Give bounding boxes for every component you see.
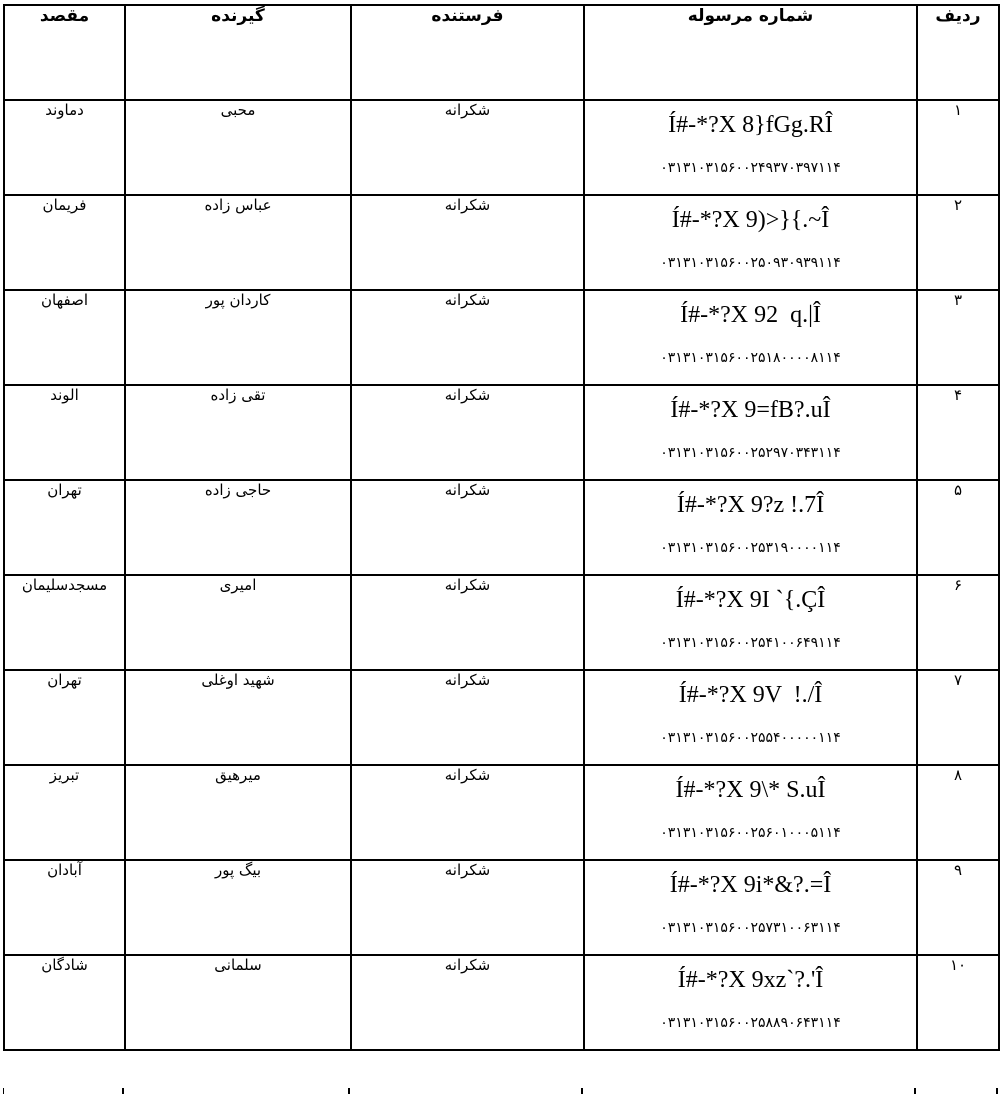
table-row xyxy=(4,765,999,860)
tracking-number: ۰۳۱۳۱۰۳۱۵۶۰۰۲۵۰۹۳۰۹۳۹۱۱۴ xyxy=(660,255,841,271)
recipient-cell: محبی xyxy=(125,100,351,195)
barcode-text: Í#-*?X 92 q.|Î xyxy=(680,302,821,328)
tracking-number: ۰۳۱۳۱۰۳۱۵۶۰۰۲۵۶۰۱۰۰۰۵۱۱۴ xyxy=(660,825,841,841)
next-row-border xyxy=(3,1088,998,1094)
header-destination: مقصد xyxy=(4,5,125,100)
barcode-text: Í#-*?X 9=fB?.uÎ xyxy=(670,397,831,423)
header-index: ردیف xyxy=(917,5,999,100)
sender-cell: شکرانه xyxy=(351,765,584,860)
row-index-cell: ۹ xyxy=(917,860,999,955)
destination-cell: تبریز xyxy=(4,765,125,860)
recipient-cell: میرهیق xyxy=(125,765,351,860)
sender-cell: شکرانه xyxy=(351,385,584,480)
recipient-cell: کاردان پور xyxy=(125,290,351,385)
table-row xyxy=(4,195,999,290)
tracking-number: ۰۳۱۳۱۰۳۱۵۶۰۰۲۵۷۳۱۰۰۶۳۱۱۴ xyxy=(660,920,841,936)
barcode-text: Í#-*?X 9i*&?.=Î xyxy=(669,872,832,898)
table-row xyxy=(4,575,999,670)
sender-cell: شکرانه xyxy=(351,480,584,575)
header-recipient: گیرنده xyxy=(125,5,351,100)
table-row xyxy=(4,480,999,575)
recipient-cell: شهید اوغلی xyxy=(125,670,351,765)
shipment-table xyxy=(3,4,1000,1051)
destination-cell: تهران xyxy=(4,670,125,765)
row-index-cell: ۵ xyxy=(917,480,999,575)
destination-cell: فریمان xyxy=(4,195,125,290)
tracking-cell xyxy=(584,860,917,955)
row-index-cell: ۴ xyxy=(917,385,999,480)
table-row xyxy=(4,290,999,385)
barcode-text: Í#-*?X 9I `{.ÇÎ xyxy=(675,587,826,613)
row-index-cell: ۲ xyxy=(917,195,999,290)
barcode-text: Í#-*?X 8}fGg.RÎ xyxy=(668,112,833,138)
sender-cell: شکرانه xyxy=(351,955,584,1050)
tracking-cell xyxy=(584,195,917,290)
row-index-cell: ۱۰ xyxy=(917,955,999,1050)
tracking-number: ۰۳۱۳۱۰۳۱۵۶۰۰۲۵۴۱۰۰۶۴۹۱۱۴ xyxy=(660,635,841,651)
recipient-cell: امیری xyxy=(125,575,351,670)
tracking-number: ۰۳۱۳۱۰۳۱۵۶۰۰۲۵۲۹۷۰۳۴۳۱۱۴ xyxy=(660,445,841,461)
tracking-number: ۰۳۱۳۱۰۳۱۵۶۰۰۲۵۵۴۰۰۰۰۰۱۱۴ xyxy=(660,730,841,746)
destination-cell: اصفهان xyxy=(4,290,125,385)
barcode-text: Í#-*?X 9V !./Î xyxy=(678,682,823,708)
tracking-cell xyxy=(584,385,917,480)
tracking-cell xyxy=(584,955,917,1050)
tracking-cell xyxy=(584,670,917,765)
sender-cell: شکرانه xyxy=(351,195,584,290)
sender-cell: شکرانه xyxy=(351,290,584,385)
sender-cell: شکرانه xyxy=(351,575,584,670)
tracking-cell xyxy=(584,575,917,670)
recipient-cell: تقی زاده xyxy=(125,385,351,480)
tracking-cell xyxy=(584,480,917,575)
header-row xyxy=(4,5,999,100)
destination-cell: تهران xyxy=(4,480,125,575)
tracking-number: ۰۳۱۳۱۰۳۱۵۶۰۰۲۴۹۳۷۰۳۹۷۱۱۴ xyxy=(660,160,841,176)
recipient-cell: بیگ پور xyxy=(125,860,351,955)
tracking-cell xyxy=(584,765,917,860)
table-row xyxy=(4,860,999,955)
tracking-number: ۰۳۱۳۱۰۳۱۵۶۰۰۲۵۸۸۹۰۶۴۳۱۱۴ xyxy=(660,1015,841,1031)
destination-cell: آبادان xyxy=(4,860,125,955)
header-tracking: شماره مرسوله xyxy=(584,5,917,100)
table-row xyxy=(4,670,999,765)
destination-cell: مسجدسلیمان xyxy=(4,575,125,670)
tracking-cell xyxy=(584,100,917,195)
recipient-cell: سلمانی xyxy=(125,955,351,1050)
sender-cell: شکرانه xyxy=(351,670,584,765)
row-index-cell: ۷ xyxy=(917,670,999,765)
row-index-cell: ۱ xyxy=(917,100,999,195)
tracking-number: ۰۳۱۳۱۰۳۱۵۶۰۰۲۵۱۸۰۰۰۰۸۱۱۴ xyxy=(660,350,841,366)
barcode-text: Í#-*?X 9)>}{.~Î xyxy=(671,207,830,233)
tracking-cell xyxy=(584,290,917,385)
sender-cell: شکرانه xyxy=(351,860,584,955)
destination-cell: دماوند xyxy=(4,100,125,195)
tracking-number: ۰۳۱۳۱۰۳۱۵۶۰۰۲۵۳۱۹۰۰۰۰۱۱۴ xyxy=(660,540,841,556)
barcode-text: Í#-*?X 9\* S.uÎ xyxy=(675,777,826,803)
row-index-cell: ۸ xyxy=(917,765,999,860)
destination-cell: شادگان xyxy=(4,955,125,1050)
barcode-text: Í#-*?X 9xz`?.'Î xyxy=(677,967,824,993)
table-row xyxy=(4,385,999,480)
table-row xyxy=(4,955,999,1050)
row-index-cell: ۶ xyxy=(917,575,999,670)
barcode-text: Í#-*?X 9?z !.7Î xyxy=(676,492,825,518)
table-row xyxy=(4,100,999,195)
recipient-cell: عباس زاده xyxy=(125,195,351,290)
header-sender: فرستنده xyxy=(351,5,584,100)
sender-cell: شکرانه xyxy=(351,100,584,195)
recipient-cell: حاجی زاده xyxy=(125,480,351,575)
destination-cell: الوند xyxy=(4,385,125,480)
row-index-cell: ۳ xyxy=(917,290,999,385)
